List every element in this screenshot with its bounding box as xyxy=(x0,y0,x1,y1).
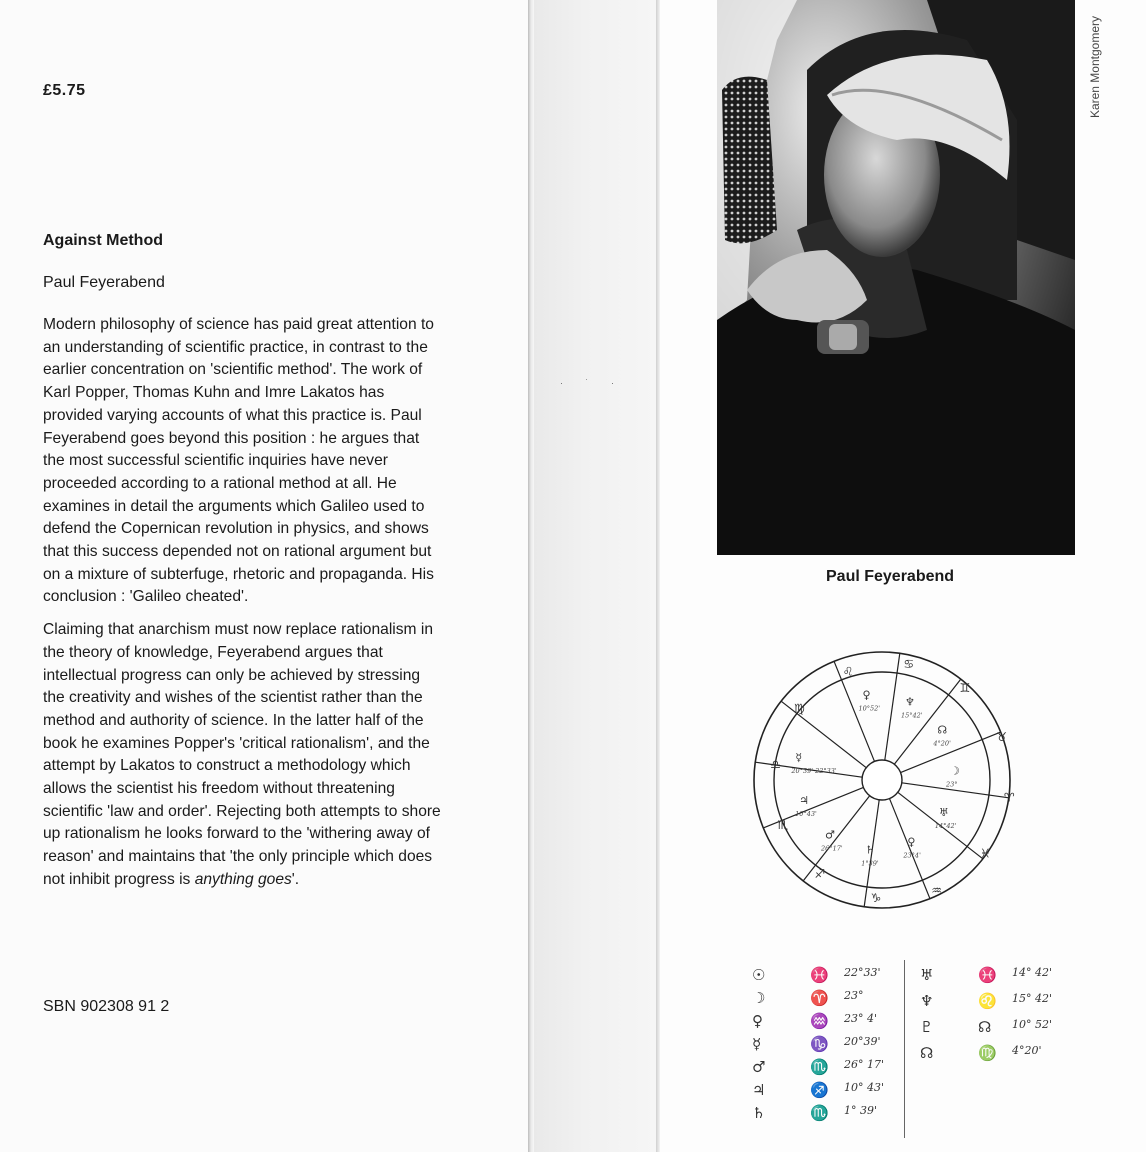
wheel-planet-degree: 26°17' xyxy=(821,844,843,853)
table-degree: 23° xyxy=(844,989,864,1002)
blurb-paragraph-2 xyxy=(43,619,443,891)
table-sign-glyph: ♏ xyxy=(810,1104,829,1122)
table-degree: 10° 43' xyxy=(844,1081,885,1094)
table-planet-glyph: ♅ xyxy=(920,966,934,984)
photo-credit: Karen Montgomery xyxy=(1088,16,1102,119)
table-degree: 22°33' xyxy=(844,966,881,979)
house-cusp-line xyxy=(885,653,900,760)
table-sign-glyph: ☊ xyxy=(978,1018,992,1036)
table-sign-glyph: ♌ xyxy=(978,992,997,1010)
table-degree: 23° 4' xyxy=(844,1012,878,1025)
wheel-sign-glyph: ♋ xyxy=(903,657,915,672)
wheel-sign-glyph: ♈ xyxy=(1003,790,1015,805)
table-sign-glyph: ♏ xyxy=(810,1058,829,1076)
wheel-planet-degree: 1°39' xyxy=(861,859,879,868)
blurb-paragraph-1: Modern philosophy of science has paid great attention to an understanding of scientific practice, in contrast to the earlier concentration on 'scientific method'. The work of Karl Popper, Thomas Kuhn and Imre Lakatos has provided varying accounts of what this practice is. Paul Feyerabend goes beyond this position : he argues that the most successful scientific inquiries have never proceeded according to a rational method at all. He examines in detail the arguments which Galileo used to defend the Copernican revolution in physics, and shows that this success depended not on rational argument but on a mixture of subterfuge, rhetoric and propaganda. His conclusion : 'Galileo cheated'. xyxy=(43,316,434,606)
book-author: Paul Feyerabend xyxy=(43,274,165,291)
table-planet-glyph: ♄ xyxy=(752,1104,766,1122)
wheel-sign-glyph: ♓ xyxy=(979,846,991,861)
table-planet-glyph: ♆ xyxy=(920,992,934,1010)
wheel-sign-glyph: ♌ xyxy=(842,664,854,679)
table-sign-glyph: ♒ xyxy=(810,1012,829,1030)
table-sign-glyph: ♐ xyxy=(810,1081,829,1099)
table-degree: 1° 39' xyxy=(844,1104,878,1117)
wheel-planet-glyph: ☿ xyxy=(795,751,803,765)
wheel-sign-glyph: ♍ xyxy=(794,701,805,716)
wheel-planet-degree: 20°39' 22°33' xyxy=(791,767,837,776)
author-photo-image xyxy=(717,0,1075,555)
wheel-planet-degree: 14°42' xyxy=(934,822,957,831)
wheel-sign-glyph: ♑ xyxy=(870,890,882,905)
table-degree: 20°39' xyxy=(844,1035,881,1048)
table-planet-glyph: ♀ xyxy=(752,1012,763,1030)
blurb-italic-phrase: anything goes xyxy=(194,870,292,888)
wheel-planet-glyph: ☊ xyxy=(937,723,948,737)
wheel-center xyxy=(862,760,902,800)
table-planet-glyph: ☽ xyxy=(752,989,766,1007)
paper-specks: · ˙ · xyxy=(560,378,624,388)
wheel-sign-glyph: ♒ xyxy=(931,883,942,898)
wheel-planet-glyph: ♀ xyxy=(862,688,871,702)
wheel-planet-glyph: ♅ xyxy=(938,806,949,820)
house-cusp-line xyxy=(803,796,869,881)
wheel-planet-degree: 10°52' xyxy=(858,704,881,713)
house-cusp-line xyxy=(894,679,960,764)
table-planet-glyph: ☊ xyxy=(920,1044,934,1062)
blurb-paragraph-2-text: Claiming that anarchism must now replace rationalism in the theory of knowledge, Feyerabend argues that intellectual progress can only be achieved by stressing the creativity and wishes of the scientist rather than the method and authority of science. In the latter half of the book he examines Popper's 'critical rationalism', and the attempt by Lakatos to construct a methodology which allows the scientist his freedom without threatening scientific 'law and order'. Rejecting both attempts to shore up rationalism he looks forward to the 'withering away of reason' and maintains that 'the only principle which does not inhibit progress is xyxy=(43,621,441,888)
book-title: Against Method xyxy=(43,232,163,249)
wheel-planet-glyph: ♆ xyxy=(904,695,915,709)
table-sign-glyph: ♑ xyxy=(810,1035,829,1053)
table-degree: 14° 42' xyxy=(1012,966,1053,979)
table-sign-glyph: ♍ xyxy=(978,1044,997,1062)
table-planet-glyph: ☿ xyxy=(752,1035,762,1053)
table-sign-glyph: ♈ xyxy=(810,989,829,1007)
blank-panel xyxy=(534,0,658,1152)
blurb xyxy=(43,314,443,902)
price: £5.75 xyxy=(43,82,86,99)
wheel-planet-glyph: ♃ xyxy=(799,793,810,807)
table-degree: 26° 17' xyxy=(844,1058,885,1071)
table-planet-glyph: ♂ xyxy=(752,1058,766,1076)
wheel-sign-glyph: ♏ xyxy=(777,818,789,833)
table-planet-glyph: ♇ xyxy=(920,1018,934,1036)
photo-caption: Paul Feyerabend xyxy=(826,568,955,585)
wheel-sign-glyph: ♎ xyxy=(770,757,781,772)
wheel-planet-degree: 23°4' xyxy=(903,851,921,860)
wheel-planet-glyph: ♂ xyxy=(825,828,835,842)
table-divider xyxy=(904,960,905,1138)
wheel-planet-glyph: ♄ xyxy=(865,843,876,857)
planet-table xyxy=(752,960,1052,1150)
table-degree: 15° 42' xyxy=(1012,992,1053,1005)
wheel-planet-degree: 4°20' xyxy=(933,739,951,748)
wheel-planet-glyph: ♀ xyxy=(907,835,916,849)
table-degree: 10° 52' xyxy=(1012,1018,1053,1031)
wheel-sign-glyph: ♉ xyxy=(996,729,1008,744)
table-planet-glyph: ☉ xyxy=(752,966,766,984)
table-degree: 4°20' xyxy=(1012,1044,1042,1057)
wheel-planet-degree: 10°43' xyxy=(795,809,817,818)
wheel-planet-degree: 15°42' xyxy=(900,711,923,720)
horoscope-wheel xyxy=(752,632,1015,922)
isbn: SBN 902308 91 2 xyxy=(43,998,170,1015)
table-planet-glyph: ♃ xyxy=(752,1081,766,1099)
wheel-planet-glyph: ☽ xyxy=(949,764,960,778)
author-photo xyxy=(717,0,1075,555)
wheel-planet-degree: 23° xyxy=(945,780,958,789)
wheel-sign-glyph: ♊ xyxy=(959,681,971,696)
table-sign-glyph: ♓ xyxy=(810,966,829,984)
blurb-paragraph-2-end: '. xyxy=(291,870,300,888)
wheel-sign-glyph: ♐ xyxy=(814,866,826,881)
table-sign-glyph: ♓ xyxy=(978,966,997,984)
